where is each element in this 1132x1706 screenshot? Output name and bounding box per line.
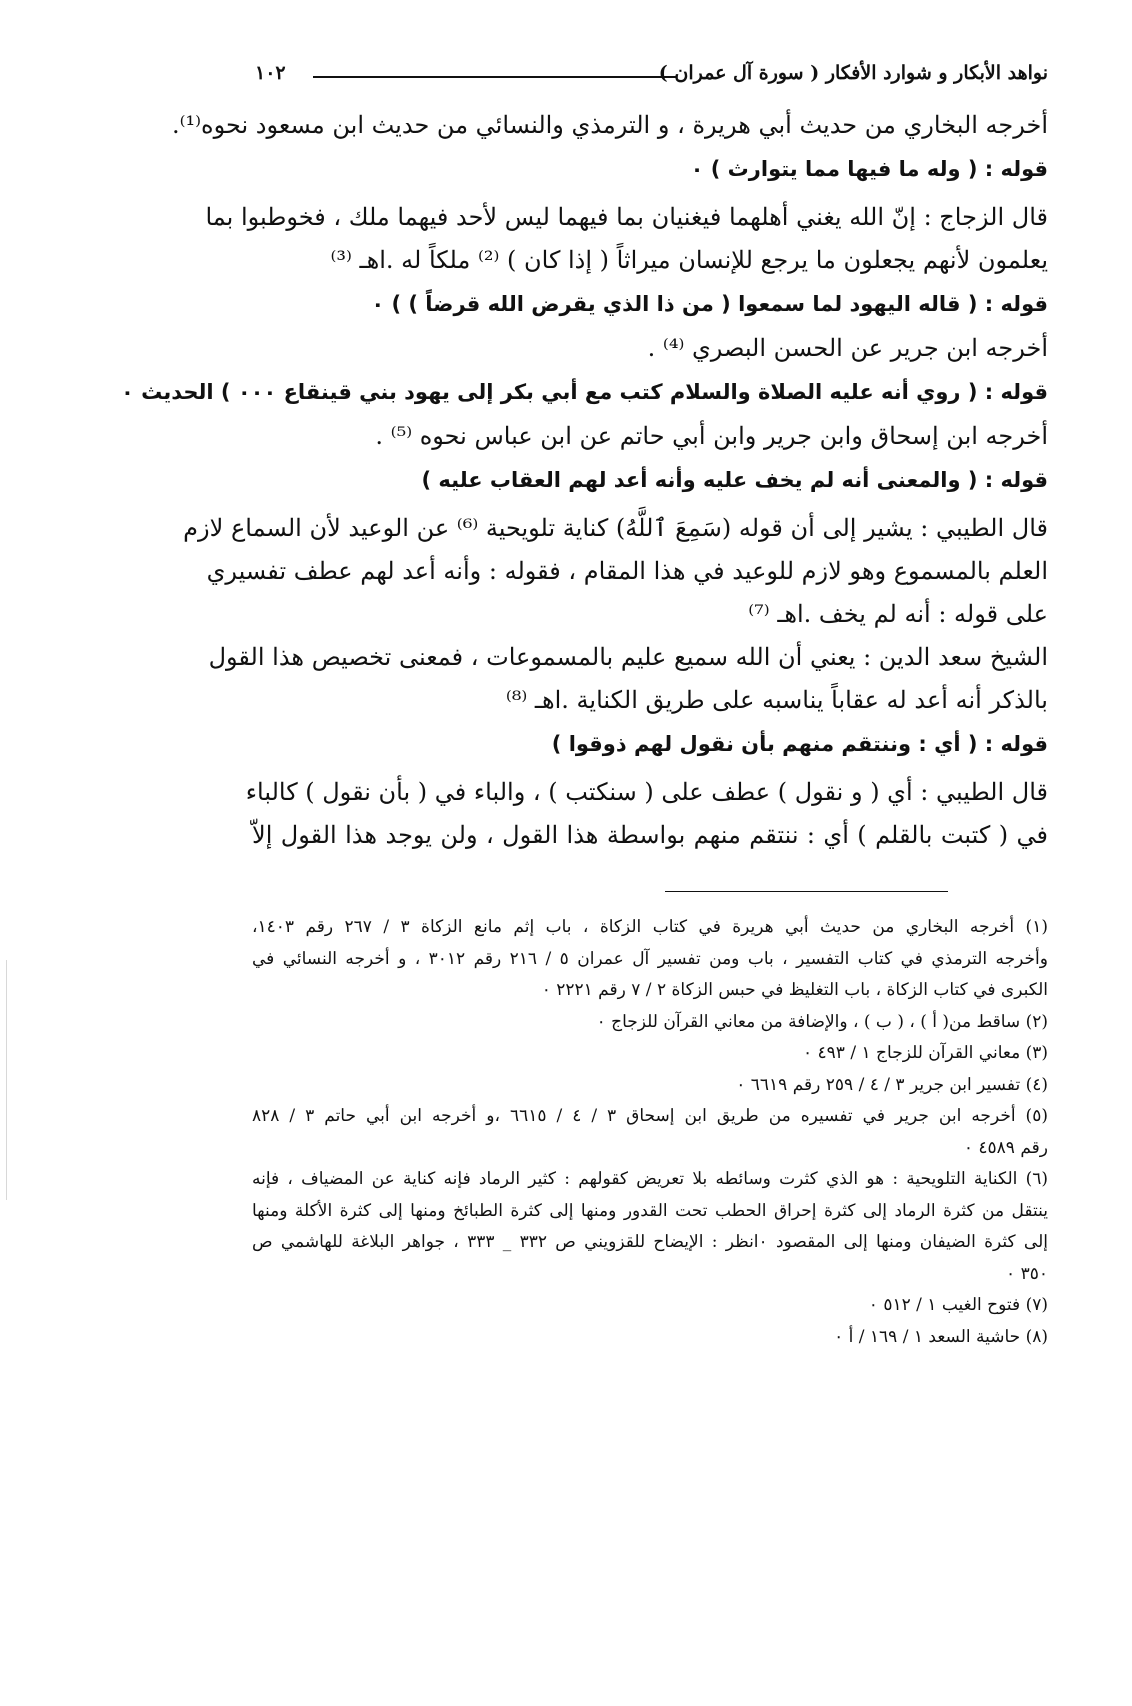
- text-line: الشيخ سعد الدين : يعني أن الله سميع عليم بالمسموعات ، فمعنى تخصيص هذا القول: [208, 643, 1048, 671]
- footnote-line: ينتقل من كثرة الرماد إلى كثرة إحراق الحطب تحت القدور ومنها إلى كثرة الطبائخ ومنها إلى كثرة الأكلة ومنها: [252, 1200, 1048, 1221]
- footnote-line: (٦) الكناية التلويحية : هو الذي كثرت وسائطه بلا تعريض كقولهم : كثير الرماد فإنه كناية عن المضياف ، فإنه: [252, 1169, 1048, 1189]
- page-number: ١٠٢: [255, 62, 286, 84]
- header-title: نواهد الأبكار و شوارد الأفكار ( سورة آل عمران ): [658, 62, 1048, 84]
- footnote-line: وأخرجه الترمذي في كتاب التفسير ، باب ومن تفسير آل عمران ٥ / ٢١٦ رقم ٣٠١٢ ، و أخرجه النسائي في: [252, 948, 1048, 969]
- quote-heading: قوله : ( والمعنى أنه لم يخف عليه وأنه أعد لهم العقاب عليه ): [421, 468, 1048, 492]
- text-line: قال الطيبي : أي ( و نقول ) عطف على ( سنكتب ) ، والباء في ( بأن نقول ) كالباء: [245, 778, 1048, 806]
- text-line: أخرجه البخاري من حديث أبي هريرة ، و الترمذي والنسائي من حديث ابن مسعود نحوه⁽¹⁾.: [171, 111, 1048, 139]
- quote-heading: قوله : ( روي أنه عليه الصلاة والسلام كتب مع أبي بكر إلى يهود بني قينقاع ٠٠٠ ) الحديث ٠: [120, 380, 1048, 404]
- header-rule: [313, 76, 676, 78]
- footnote-line: (٤) تفسير ابن جرير ٣ / ٤ / ٢٥٩ رقم ٦٦١٩ ٠: [736, 1074, 1048, 1095]
- footnote-line: ٣٥٠ ٠: [1006, 1263, 1048, 1284]
- text-line: قال الطيبي : يشير إلى أن قوله (سَمِعَ ٱللَّهُ) كناية تلويحية ⁽⁶⁾ عن الوعيد لأن السماع لازم: [183, 514, 1048, 542]
- footnote-line: (٢) ساقط من( أ ) ، ( ب ) ، والإضافة من معاني القرآن للزجاج ٠: [596, 1011, 1048, 1032]
- running-header: [255, 62, 1048, 92]
- text-line: أخرجه ابن إسحاق وابن جرير وابن أبي حاتم عن ابن عباس نحوه ⁽⁵⁾ .: [375, 422, 1048, 450]
- text-line: أخرجه ابن جرير عن الحسن البصري ⁽⁴⁾ .: [647, 334, 1048, 362]
- quote-heading: قوله : ( وله ما فيها مما يتوارث ) ٠: [690, 157, 1048, 181]
- footnote-line: (٥) أخرجه ابن جرير في تفسيره من طريق ابن إسحاق ٣ / ٤ / ٦٦١٥ ،و أخرجه ابن أبي حاتم ٣ / ٨٢٨: [252, 1106, 1048, 1126]
- footnote-line: (٧) فتوح الغيب ١ / ٥١٢ ٠: [868, 1295, 1048, 1315]
- footnote-line: (٨) حاشية السعد ١ / ١٦٩ / أ ٠: [834, 1326, 1048, 1347]
- footnote-line: رقم ٤٥٨٩ ٠: [963, 1137, 1048, 1158]
- footnote-line: (١) أخرجه البخاري من حديث أبي هريرة في كتاب الزكاة ، باب إثم مانع الزكاة ٣ / ٢٦٧ رقم ١٤٠٣،: [252, 917, 1048, 937]
- footnote-line: إلى كثرة الضيفان ومنها إلى المقصود ٠انظر : الإيضاح للقزويني ص ٣٣٢ _ ٣٣٣ ، جواهر البلاغة للهاشمي ص: [252, 1232, 1048, 1252]
- quote-heading: قوله : ( أي : وننتقم منهم بأن نقول لهم ذوقوا ): [551, 732, 1048, 756]
- text-line: قال الزجاج : إنّ الله يغني أهلهما فيغنيان بما فيهما ليس لأحد فيهما ملك ، فخوطبوا بما: [205, 203, 1048, 231]
- text-line: يعلمون لأنهم يجعلون ما يرجع للإنسان ميراثاً ( إذا كان ) ⁽²⁾ ملكاً له .اهـ ⁽³⁾: [330, 246, 1048, 274]
- text-line: في ( كتبت بالقلم ) أي : ننتقم منهم بواسطة هذا القول ، ولن يوجد هذا القول إلاّ: [252, 821, 1048, 849]
- footnote-line: (٣) معاني القرآن للزجاج ١ / ٤٩٣ ٠: [803, 1043, 1048, 1063]
- scan-edge-line: [6, 960, 7, 1200]
- footnotes: [252, 912, 1048, 1353]
- main-text: [120, 104, 1048, 857]
- footnote-separator: [665, 891, 948, 892]
- footnote-line: الكبرى في كتاب الزكاة ، باب التغليظ في حبس الزكاة ٢ / ٧ رقم ٢٢٢١ ٠: [541, 980, 1048, 1000]
- text-line: بالذكر أنه أعد له عقاباً يناسبه على طريق الكناية .اهـ ⁽⁸⁾: [505, 686, 1048, 714]
- text-line: على قوله : أنه لم يخف .اهـ ⁽⁷⁾: [748, 600, 1048, 628]
- text-line: العلم بالمسموع وهو لازم للوعيد في هذا المقام ، فقوله : وأنه أعد لهم عطف تفسيري: [206, 557, 1048, 585]
- quote-heading: قوله : ( قاله اليهود لما سمعوا ( من ذا الذي يقرض الله قرضاً ) ) ٠: [371, 292, 1048, 316]
